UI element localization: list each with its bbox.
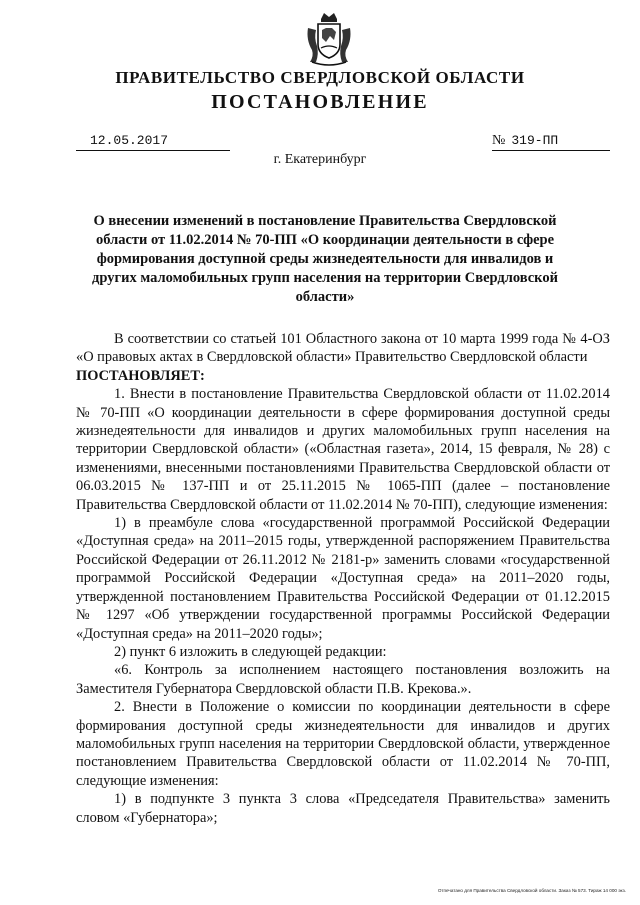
paragraph-1-2-quote: «6. Контроль за исполнением настоящего постановления возложить на Заместителя Губернатора Свердловской области П.В. Крекова.». bbox=[76, 662, 610, 697]
city: г. Екатеринбург bbox=[273, 152, 367, 167]
paragraph-2: 2. Внести в Положение о комиссии по координации деятельности в сфере формирования доступной среды жизнедеятельности для инвалидов и других маломобильных групп населения на территории Свердловской области, утвержденное постановлением Правительства Свердловской области от 11.02.2014 № 70-ПП, следующие изменения: bbox=[76, 699, 610, 789]
decree-heading: ПОСТАНОВЛЯЕТ: bbox=[76, 367, 205, 384]
paragraph-2-1: 1) в подпункте 3 пункта 3 слова «Председателя Правительства» заменить словом «Губернатора»; bbox=[76, 791, 610, 826]
print-note: Отпечатано для Правительства Свердловской области. Заказ № 573. Тираж 14 000 экз. bbox=[437, 888, 626, 893]
preamble-paragraph: В соответствии со статьей 101 Областного закона от 10 марта 1999 года № 4-ОЗ «О правовых актах в Свердловской области» Правительство Свердловской области bbox=[76, 331, 610, 366]
coat-of-arms-icon bbox=[304, 10, 354, 68]
document-title: О внесении изменений в постановление Правительства Свердловской области от 11.02.2014 № 70-ПП «О координации деятельности в сфере формирования доступной среды жизнедеятельности для инвалидов и других маломобильных групп населения на территории Свердловской области» bbox=[92, 213, 558, 305]
number-value: 319-ПП bbox=[511, 133, 559, 148]
document-date: 12.05.2017 bbox=[76, 132, 230, 151]
number-label: № bbox=[492, 133, 506, 148]
document-type: ПОСТАНОВЛЕНИЕ bbox=[211, 91, 429, 113]
organization-name: ПРАВИТЕЛЬСТВО СВЕРДЛОВСКОЙ ОБЛАСТИ bbox=[115, 68, 525, 87]
paragraph-1-1: 1) в преамбуле слова «государственной программой Российской Федерации «Доступная среда» на 2011–2015 годы, утвержденной распоряжением Правительства Российской Федерации от 26.11.2012 № 2181-р» заменить словами «государственной программой Российской Федерации «Доступная среда» на 2011–2020 годы, утвержденной постановлением Правительства Российской Федерации от 01.12.2015 № 1297 «Об утверждении государственной программы Российской Федерации «Доступная среда» на 2011–2020 годы»; bbox=[76, 515, 610, 642]
paragraph-1-2: 2) пункт 6 изложить в следующей редакции: bbox=[114, 643, 387, 660]
document-body bbox=[76, 330, 610, 827]
paragraph-1: 1. Внести в постановление Правительства Свердловской области от 11.02.2014 № 70-ПП «О координации деятельности в сфере формирования доступной среды жизнедеятельности для инвалидов и других маломобильных групп населения на территории Свердловской области» («Областная газета», 2014, 15 февраля, № 28) с изменениями, внесенными постановлениями Правительства Свердловской области от 06.03.2015 № 137-ПП и от 25.11.2015 № 1065-ПП (далее – постановление Правительства Свердловской области от 11.02.2014 № 70-ПП), следующие изменения: bbox=[76, 386, 610, 513]
document-number bbox=[492, 132, 610, 151]
